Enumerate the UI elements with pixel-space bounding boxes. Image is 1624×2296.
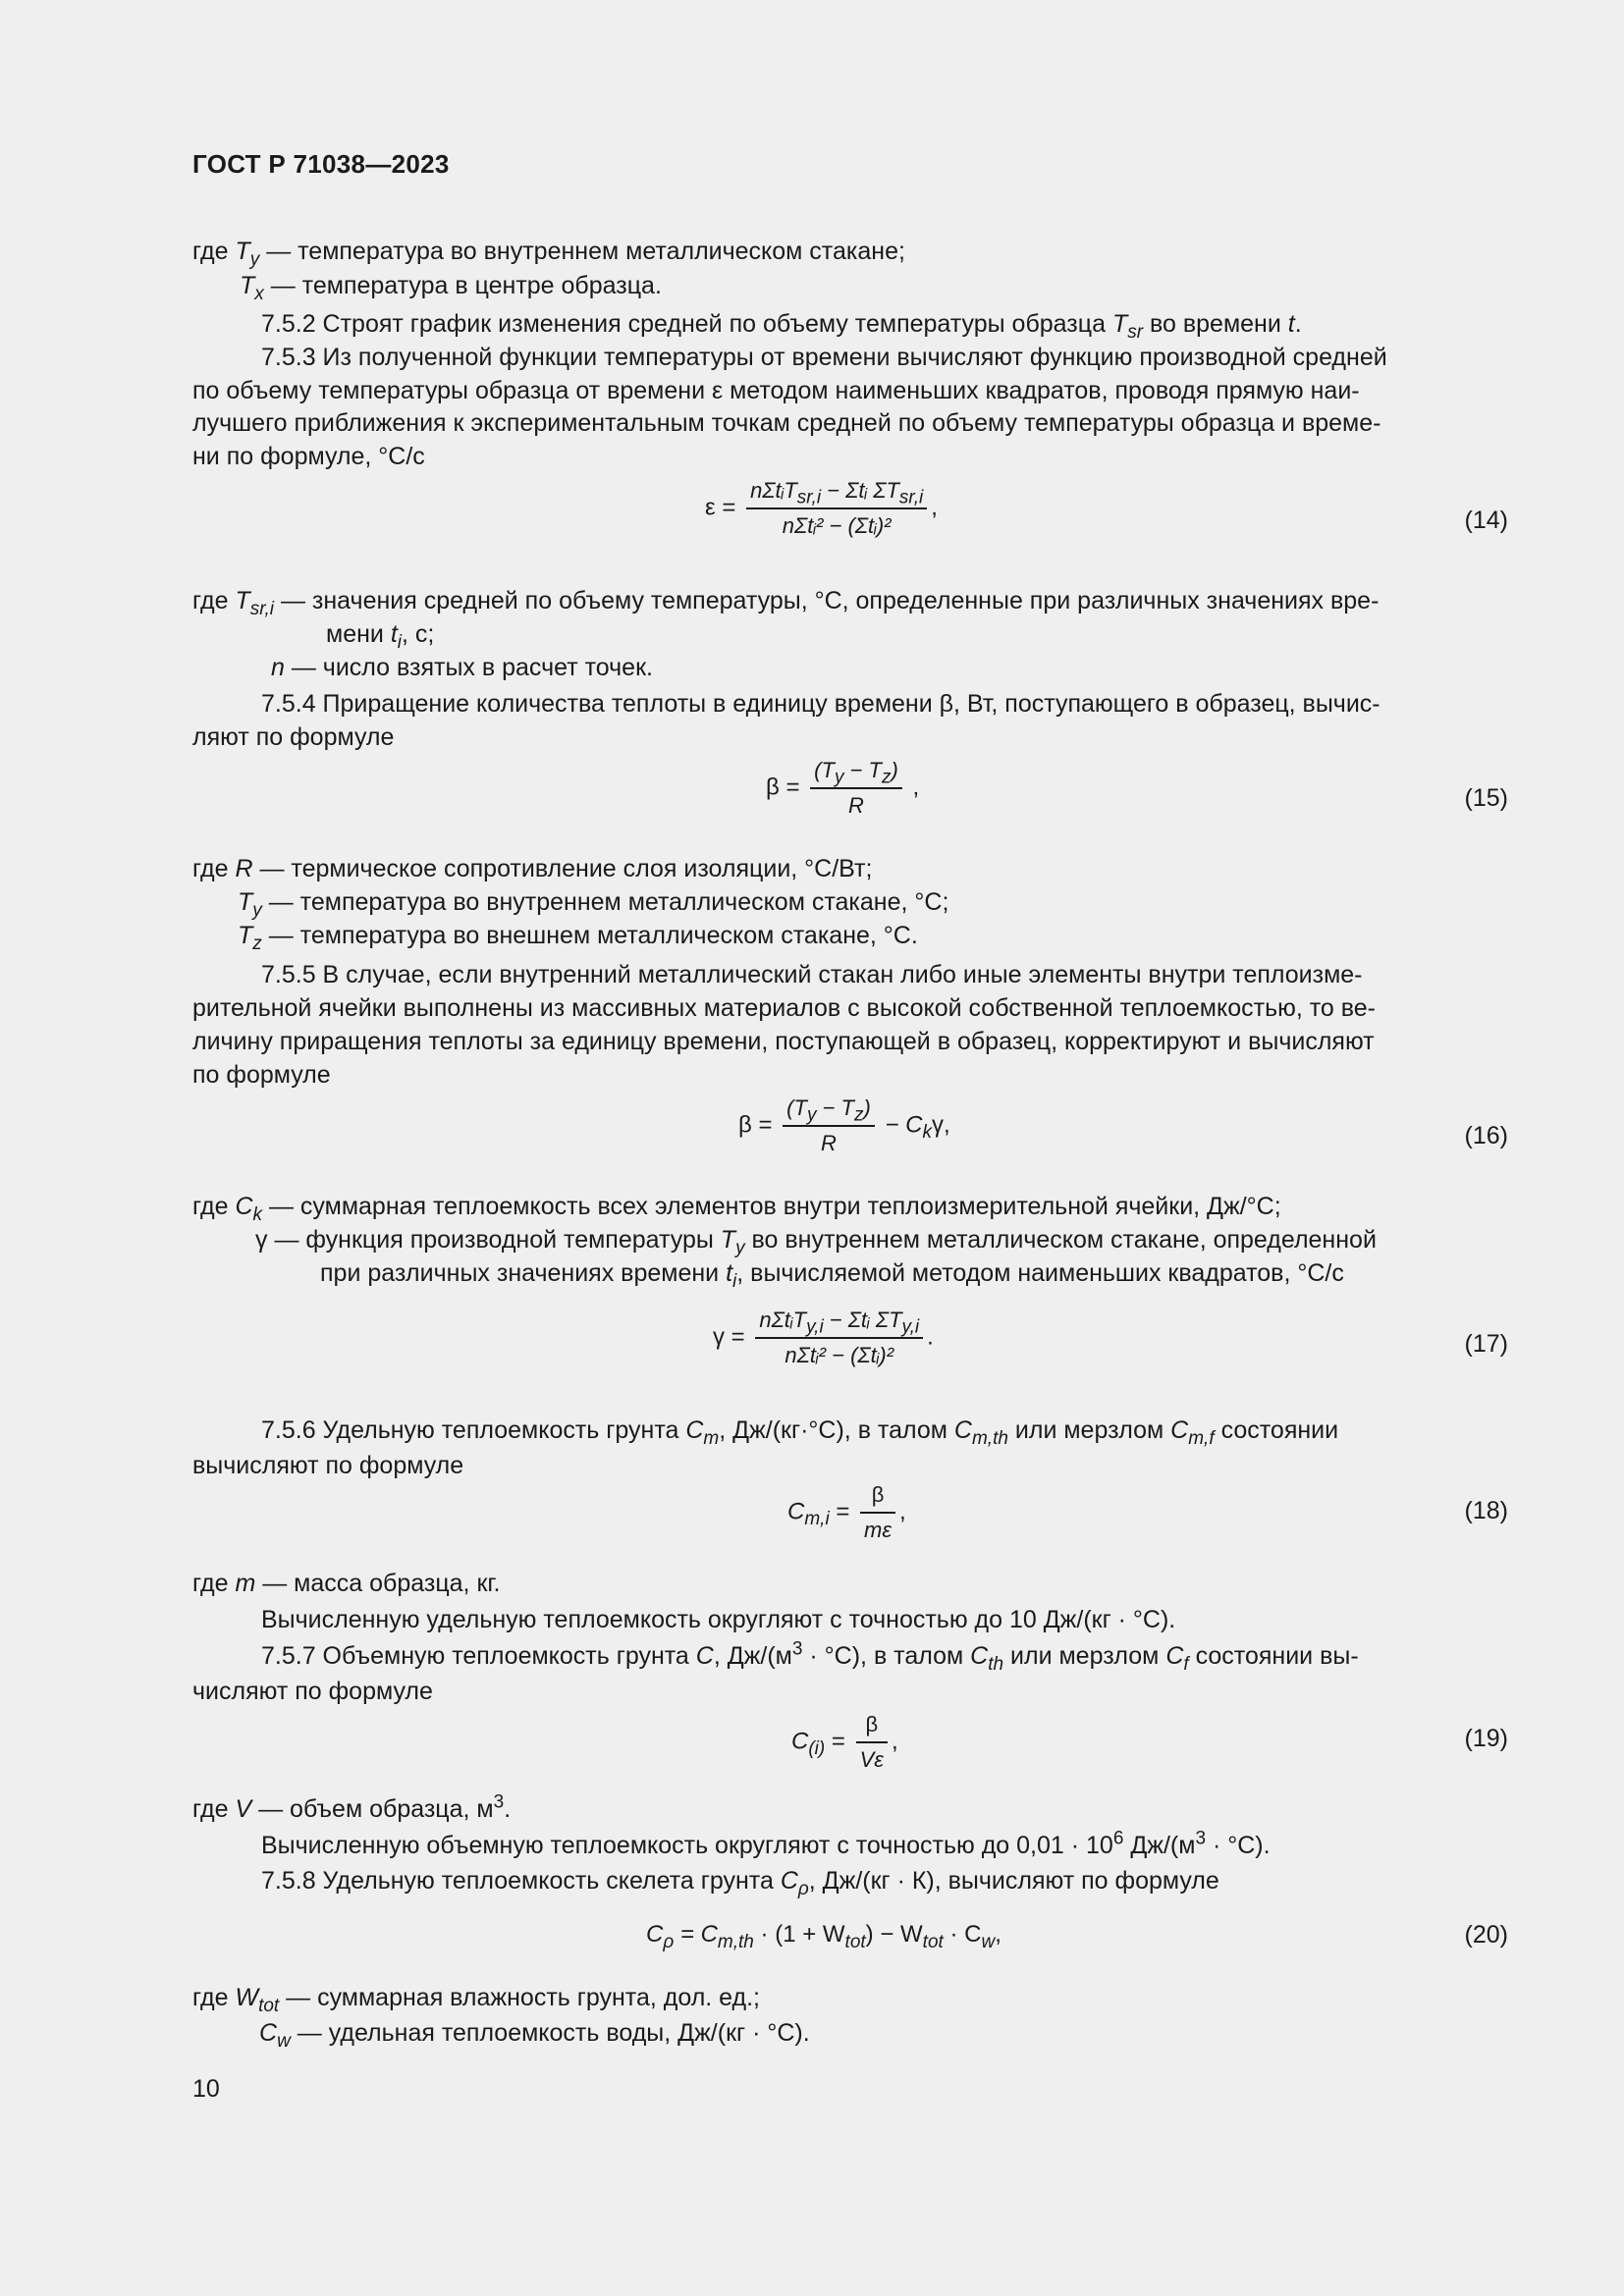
math-sub: z [853, 1104, 864, 1126]
math: nΣtᵢ² − (Σtᵢ)² [782, 513, 892, 538]
fraction [860, 1480, 895, 1545]
denominator [860, 1514, 895, 1545]
paragraph-7-5-5-line: по формуле [192, 1061, 331, 1089]
math-sub: m,i [804, 1509, 830, 1530]
equation-lhs: γ = [713, 1323, 745, 1351]
paragraph-text: 7.5.6 Удельную теплоемкость грунта [261, 1416, 679, 1444]
symbol: V [235, 1795, 252, 1823]
equation-tail: . [927, 1323, 934, 1351]
equation-number: (19) [1464, 1725, 1508, 1752]
equation-tail: − C [878, 1111, 923, 1139]
definition-text: во внутреннем металлическом стакане, определенной [751, 1226, 1377, 1254]
where-word: где [192, 855, 229, 882]
where-line [192, 1256, 1624, 1290]
symbol: C [953, 1416, 972, 1444]
numerator [755, 1306, 923, 1339]
equation-lhs: C [791, 1728, 809, 1755]
where-line [192, 2016, 1575, 2050]
symbol: γ [255, 1226, 268, 1254]
where-line [192, 885, 1553, 919]
subscript: i [732, 1271, 737, 1292]
equation-lhs: = [829, 1498, 850, 1525]
math: · C [943, 1921, 982, 1948]
definition-text: при различных значениях времени [320, 1259, 720, 1287]
paragraph-7-5-8 [192, 1864, 1577, 1897]
math: − Σtᵢ ΣT [821, 478, 899, 503]
math-sub: y,i [806, 1316, 824, 1338]
subscript: y [249, 249, 260, 270]
paragraph-text: 7.5.8 Удельную теплоемкость скелета грунта [261, 1867, 774, 1895]
subscript: x [254, 284, 264, 304]
where-line [192, 919, 1553, 952]
definition-text: — значения средней по объему температуры, °С, определенные при различных значениях вре- [280, 587, 1380, 614]
math: nΣtᵢ² − (Σtᵢ)² [785, 1343, 894, 1367]
symbol: T [235, 238, 250, 265]
math-sub: y [806, 1104, 817, 1126]
math-sub: y [834, 767, 844, 788]
denominator [755, 1339, 923, 1370]
paragraph-text: состоянии [1220, 1416, 1339, 1444]
symbol: C [780, 1867, 798, 1895]
symbol: t [726, 1259, 733, 1287]
equation-16 [192, 1094, 1508, 1172]
subscript: i [397, 632, 403, 653]
math-sub: y,i [901, 1316, 920, 1338]
superscript: 3 [1195, 1828, 1207, 1849]
subscript: m,f [1188, 1428, 1215, 1449]
equation-tail: , [899, 1498, 906, 1525]
equation-lhs: β = [738, 1111, 773, 1139]
paragraph-7-5-3-line: лучшего приближения к экспериментальным точкам средней по объему температуры образца и време- [192, 409, 1381, 437]
math: nΣtᵢT [750, 478, 797, 503]
where-line [192, 1190, 1508, 1223]
denominator [746, 509, 927, 541]
subscript: y [252, 900, 262, 921]
paragraph-text: состоянии вы- [1195, 1642, 1359, 1670]
paragraph-text: · °С), в талом [802, 1642, 964, 1670]
symbol: n [271, 654, 285, 681]
fraction [856, 1710, 888, 1775]
paragraph-7-5-5-line: 7.5.5 В случае, если внутренний металлический стакан либо иные элементы внутри теплоизме- [261, 961, 1363, 988]
numerator [856, 1710, 888, 1743]
definition-text: , с; [402, 620, 435, 648]
numerator [860, 1480, 895, 1514]
paragraph-text: , Дж/(м [713, 1642, 792, 1670]
paragraph-7-5-5-line: личину приращения теплоты за единицу времени, поступающей в образец, корректируют и вычисляют [192, 1028, 1375, 1055]
document-header: ГОСТ Р 71038—2023 [192, 149, 450, 179]
equation-number: (15) [1464, 784, 1508, 812]
paragraph-7-5-4-line: 7.5.4 Приращение количества теплоты в единицу времени β, Вт, поступающего в образец, вычис- [261, 690, 1380, 718]
equation-tail: , [905, 774, 920, 801]
where-word: где [192, 1193, 229, 1220]
where-line: где V — объем образца, $м^3$. [192, 1791, 512, 1823]
math-sub: sr,i [796, 487, 822, 508]
math: C [646, 1921, 664, 1948]
symbol: W [235, 1984, 259, 2011]
superscript: 3 [493, 1791, 505, 1813]
math: nΣtᵢT [759, 1308, 807, 1332]
symbol: R [235, 855, 253, 882]
math: ) [863, 1095, 871, 1120]
where-line [192, 852, 1508, 885]
numerator [810, 756, 902, 789]
subscript: w [277, 2031, 291, 2052]
symbol: T [238, 922, 253, 949]
paragraph-7-5-2: 7.5.2 Строят график изменения средней по объему температуры образца $T_{sr}$ во времени t. [261, 310, 1302, 343]
equation-number: (16) [1464, 1122, 1508, 1149]
paragraph-7-5-3-line: 7.5.3 Из полученной функции температуры от времени вычисляют функцию производной средней [261, 344, 1387, 371]
equation-body [787, 1480, 906, 1545]
math: − T [816, 1095, 854, 1120]
where-line [192, 1567, 1508, 1600]
symbol: C [259, 2019, 278, 2047]
equation-body [766, 756, 919, 821]
equation-tail: , [891, 1728, 898, 1755]
symbol: C [1165, 1642, 1184, 1670]
rounding-note [192, 1829, 1577, 1862]
math-sub: w [981, 1931, 996, 1952]
math-sub: ρ [663, 1931, 675, 1952]
subscript: f [1183, 1654, 1189, 1675]
equation-body [791, 1710, 898, 1775]
equation-number: (20) [1464, 1921, 1508, 1949]
equation-body [646, 1918, 1001, 1951]
where-word: где [192, 1984, 229, 2011]
subscript: y [735, 1238, 745, 1258]
definition-text: , вычисляемой методом наименьших квадратов, °С/с [736, 1259, 1344, 1287]
superscript: 3 [791, 1638, 803, 1660]
math: (T [786, 1095, 807, 1120]
symbol: C [695, 1642, 714, 1670]
math-sub: m,th [717, 1931, 754, 1952]
paragraph-7-5-6 [192, 1414, 1577, 1447]
subscript: m [703, 1428, 720, 1449]
where-line [192, 269, 1555, 302]
equation-body [713, 1306, 934, 1370]
note-text: · °С). [1206, 1832, 1271, 1859]
paragraph-text: , Дж/(кг · К), вычисляют по формуле [808, 1867, 1219, 1895]
math: Vε [859, 1747, 884, 1772]
symbol: T [238, 888, 253, 916]
fraction [783, 1094, 875, 1158]
math: , [995, 1921, 1001, 1948]
where-line [192, 1223, 1571, 1256]
where-line [192, 235, 1508, 268]
math: ) [891, 758, 898, 782]
subscript: th [988, 1654, 1004, 1675]
definition-text: — температура в центре образца. [270, 272, 662, 299]
definition-text: — удельная теплоемкость воды, Дж/(кг · °С). [297, 2019, 810, 2047]
paragraph-7-5-7-line: числяют по формуле [192, 1678, 433, 1705]
paragraph-7-5-4-line: ляют по формуле [192, 723, 395, 751]
symbol: C [235, 1193, 253, 1220]
subscript: z [252, 934, 262, 954]
equation-lhs: β = [766, 774, 800, 801]
math: − T [843, 758, 882, 782]
paragraph-7-5-5-line: рительной ячейки выполнены из массивных материалов с высокой собственной теплоемкостью, то ве- [192, 994, 1376, 1022]
definition-text: мени [326, 620, 384, 648]
math: R [821, 1131, 837, 1155]
symbol: t [390, 620, 398, 648]
where-word: где [192, 1795, 229, 1823]
equation-tail: γ, [931, 1111, 950, 1139]
equation-lhs: = [825, 1728, 845, 1755]
paragraph-7-5-3-line: ни по формуле, °C/c [192, 443, 425, 470]
subscript: ρ [797, 1879, 809, 1899]
definition-text: — функция производной температуры [274, 1226, 714, 1254]
equation-lhs: ε = [705, 494, 736, 521]
fraction [755, 1306, 923, 1370]
where-line [192, 651, 1587, 684]
equation-19 [192, 1710, 1508, 1789]
where-line [192, 617, 1624, 651]
paragraph-text: 7.5.2 Строят график изменения средней по объему температуры образца [261, 310, 1106, 338]
math: = C [674, 1921, 718, 1948]
rounding-note: Вычисленную удельную теплоемкость округляют с точностью до 10 Дж/(кг · °С). [261, 1606, 1176, 1633]
where-word: где [192, 1570, 229, 1597]
fraction [810, 756, 902, 821]
equation-lhs: C [787, 1498, 805, 1525]
paragraph-text: 7.5.7 Объемную теплоемкость грунта [261, 1642, 689, 1670]
denominator [810, 789, 902, 821]
symbol: m [235, 1570, 256, 1597]
symbol: T [720, 1226, 736, 1254]
math-sub: z [881, 767, 892, 788]
where-word: где [192, 587, 229, 614]
definition-text: — суммарная влажность грунта, дол. ед.; [286, 1984, 761, 2011]
math: (T [814, 758, 835, 782]
math-sub: sr,i [898, 487, 924, 508]
equation-tail: , [931, 494, 938, 521]
subscript: sr [1127, 322, 1144, 343]
equation-14 [192, 476, 1508, 555]
math: · (1 + W [753, 1921, 845, 1948]
paragraph-text: во времени [1150, 310, 1281, 338]
equation-17 [192, 1306, 1508, 1384]
math: ) − W [865, 1921, 923, 1948]
math: − Σtᵢ ΣT [823, 1308, 902, 1332]
superscript: 6 [1112, 1828, 1124, 1849]
symbol: T [235, 587, 250, 614]
definition-text: — объем образца, м [258, 1795, 494, 1823]
definition-text: — температура во внешнем металлическом стакане, °С. [268, 922, 918, 949]
paragraph-7-5-6-line: вычисляют по формуле [192, 1452, 464, 1479]
subscript: tot [258, 1996, 280, 2016]
note-text: Дж/(м [1123, 1832, 1196, 1859]
subscript: k [252, 1204, 263, 1225]
math-sub: (i) [808, 1738, 826, 1760]
symbol: C [1170, 1416, 1189, 1444]
symbol: t [1287, 310, 1295, 338]
equation-number: (18) [1464, 1497, 1508, 1524]
fraction [746, 476, 927, 541]
definition-text: — масса образца, кг. [262, 1570, 501, 1597]
paragraph-text: , Дж/(кг·°С), в талом [719, 1416, 947, 1444]
equation-body [738, 1094, 950, 1158]
equation-number: (17) [1464, 1330, 1508, 1358]
where-line [192, 1981, 1508, 2014]
note-text: Вычисленную объемную теплоемкость округляют с точностью до 0,01 · 10 [261, 1832, 1113, 1859]
numerator [783, 1094, 875, 1127]
math-sub: tot [922, 1931, 944, 1952]
definition-text: — температура во внутреннем металлическом стакане, °С; [268, 888, 949, 916]
paragraph-text: или мерзлом [1014, 1416, 1164, 1444]
denominator [856, 1743, 888, 1775]
math-sub: tot [844, 1931, 866, 1952]
subscript: m,th [971, 1428, 1008, 1449]
subscript: sr,i [249, 599, 275, 619]
definition-text: — число взятых в расчет точек. [291, 654, 653, 681]
math: mε [864, 1518, 893, 1542]
symbol: C [685, 1416, 704, 1444]
paragraph-7-5-7 [192, 1639, 1577, 1673]
symbol: T [240, 272, 255, 299]
equation-number: (14) [1464, 507, 1508, 534]
where-word: где [192, 238, 229, 265]
symbol: C [970, 1642, 989, 1670]
paragraph-text: или мерзлом [1010, 1642, 1160, 1670]
equation-15 [192, 756, 1508, 834]
definition-text: — суммарная теплоемкость всех элементов внутри теплоизмерительной ячейки, Дж/°С; [268, 1193, 1281, 1220]
paragraph-7-5-3-line: по объему температуры образца от времени ε методом наименьших квадратов, проводя прямую наи- [192, 377, 1360, 404]
math: R [848, 793, 864, 818]
math: β [865, 1712, 879, 1736]
equation-18 [192, 1480, 1508, 1559]
symbol: T [1111, 310, 1128, 338]
where-line [192, 584, 1508, 617]
equation-body [705, 476, 938, 541]
numerator [746, 476, 927, 509]
denominator [783, 1127, 875, 1158]
math-sub: k [922, 1122, 932, 1144]
page-number: 10 [192, 2075, 220, 2103]
definition-text: — термическое сопротивление слоя изоляции, °С/Вт; [259, 855, 873, 882]
math: β [871, 1482, 885, 1507]
definition-text: — температура во внутреннем металлическом стакане; [266, 238, 905, 265]
